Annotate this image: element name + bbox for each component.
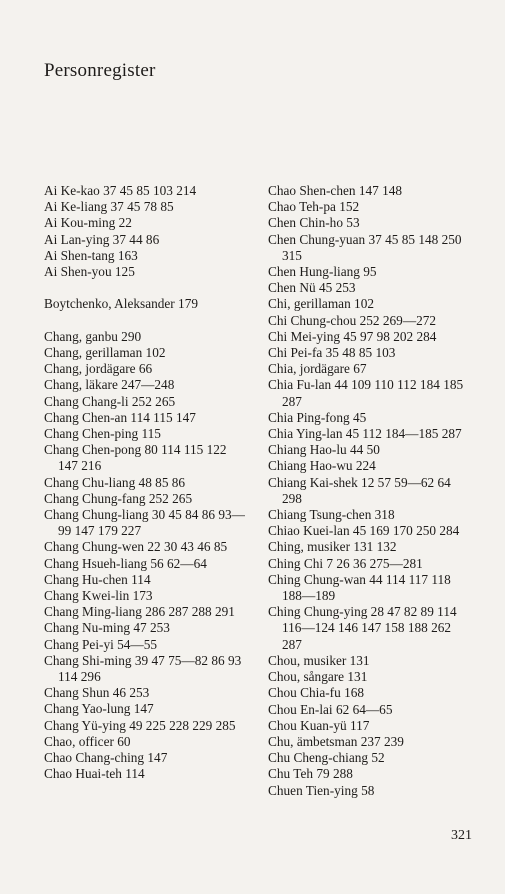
index-entry: Ai Ke-kao 37 45 85 103 214 <box>44 183 197 198</box>
index-entry: Chang, läkare 247—248 <box>44 377 175 393</box>
index-entry: Chang Chung-wen 22 30 43 46 85 <box>44 539 228 555</box>
index-entry: Chiang Hao-wu 224 <box>268 458 376 474</box>
index-entry: Chiang Kai-shek 12 57 59—62 64 298 <box>268 474 451 506</box>
index-entry: Ching Chung-ying 28 47 82 89 114 116—124 146 147 158 188 262 287 <box>268 604 457 652</box>
index-entry: Chi, gerillaman 102 <box>268 296 374 312</box>
index-entry: Chou, sångare 131 <box>268 669 368 685</box>
index-entry: Chiang Hao-lu 44 50 <box>268 442 380 458</box>
index-entry: Ai Kou-ming 22 <box>44 215 132 231</box>
index-entry: Chao, officer 60 <box>44 733 131 749</box>
index-entry: Ching Chung-wan 44 114 117 118 188—189 <box>268 571 451 604</box>
index-entry: Chen Nü 45 253 <box>268 280 356 296</box>
index-entry: Chu Cheng-chiang 52 <box>268 750 385 766</box>
index-gap <box>44 280 248 296</box>
index-entry: Chiao Kuei-lan 45 169 170 250 284 <box>268 523 460 539</box>
index-entry: Ai Shen-tang 163 <box>44 247 138 263</box>
index-entry: Chia Fu-lan 44 109 110 112 184 185 287 <box>268 377 464 409</box>
index-entry: Chang Chang-li 252 265 <box>44 393 176 409</box>
index-entry: Chang Chen-an 114 115 147 <box>44 409 196 425</box>
index-entry: Chang Chen-ping 115 <box>44 426 161 442</box>
index-entry: Chen Chin-ho 53 <box>268 215 360 231</box>
index-entry: Chang, ganbu 290 <box>44 328 142 344</box>
index-entry: Chou En-lai 62 64—65 <box>268 701 393 717</box>
index-entry: Chen Hung-liang 95 <box>268 264 377 280</box>
index-gap <box>44 313 248 329</box>
index-entry: Chi Mei-ying 45 97 98 202 284 <box>268 328 437 344</box>
index-entry: Chou Kuan-yü 117 <box>268 717 370 733</box>
index-entry: Chang Hu-chen 114 <box>44 571 151 587</box>
index-column-left <box>44 183 248 782</box>
index-entry: Chang, gerillaman 102 <box>44 345 166 360</box>
index-column-right <box>268 183 472 799</box>
page-number: 321 <box>451 828 472 843</box>
index-entry: Chia Ying-lan 45 112 184—185 287 <box>268 426 462 442</box>
index-entry: Chou, musiker 131 <box>268 652 370 668</box>
index-entry: Ching, musiker 131 132 <box>268 539 397 555</box>
index-entry: Chu, ämbetsman 237 239 <box>268 733 404 749</box>
index-entry: Chang Yao-lung 147 <box>44 701 154 717</box>
index-entry: Chang Chen-pong 80 114 115 122 147 216 <box>44 442 227 474</box>
index-entry: Chi Pei-fa 35 48 85 103 <box>268 345 396 361</box>
index-entry: Chia, jordägare 67 <box>268 361 367 377</box>
index-entry: Chao Chang-ching 147 <box>44 750 168 766</box>
index-entry: Chang Ming-liang 286 287 288 291 <box>44 604 235 620</box>
index-entry: Chang Chu-liang 48 85 86 <box>44 474 186 490</box>
index-entry: Chang Shun 46 253 <box>44 685 150 701</box>
index-entry: Ai Ke-liang 37 45 78 85 <box>44 199 174 215</box>
index-entry: Chang Chung-liang 30 45 84 86 93—99 147 179 227 <box>44 507 245 539</box>
index-entry: Chiang Tsung-chen 318 <box>268 507 395 523</box>
index-entry: Ai Lan-ying 37 44 86 <box>44 231 160 247</box>
index-entry: Ching Chi 7 26 36 275—281 <box>268 555 423 571</box>
index-entry: Chia Ping-fong 45 <box>268 409 367 425</box>
index-entry: Chao Shen-chen 147 148 <box>268 183 403 198</box>
index-entry: Chao Teh-pa 152 <box>268 199 360 215</box>
index-entry: Chang Pei-yi 54—55 <box>44 636 158 652</box>
index-entry: Chang, jordägare 66 <box>44 361 153 377</box>
index-entry: Chao Huai-teh 114 <box>44 766 145 782</box>
index-entry: Chang Kwei-lin 173 <box>44 588 153 604</box>
index-entry: Chang Chung-fang 252 265 <box>44 490 193 506</box>
index-entry: Ai Shen-you 125 <box>44 264 135 280</box>
index-entry: Chen Chung-yuan 37 45 85 148 250 315 <box>268 231 462 263</box>
index-entry: Chang Hsueh-liang 56 62—64 <box>44 555 207 571</box>
index-entry: Chi Chung-chou 252 269—272 <box>268 312 437 328</box>
index-entry: Chu Teh 79 288 <box>268 766 353 782</box>
index-entry: Chang Yü-ying 49 225 228 229 285 <box>44 717 236 733</box>
index-entry: Chang Shi-ming 39 47 75—82 86 93 114 296 <box>44 652 242 685</box>
index-entry: Chang Nu-ming 47 253 <box>44 620 170 636</box>
page-title: Personregister <box>44 60 156 81</box>
index-entry: Chou Chia-fu 168 <box>268 685 365 701</box>
index-entry: Chuen Tien-ying 58 <box>268 782 375 798</box>
index-entry: Boytchenko, Aleksander 179 <box>44 296 198 312</box>
